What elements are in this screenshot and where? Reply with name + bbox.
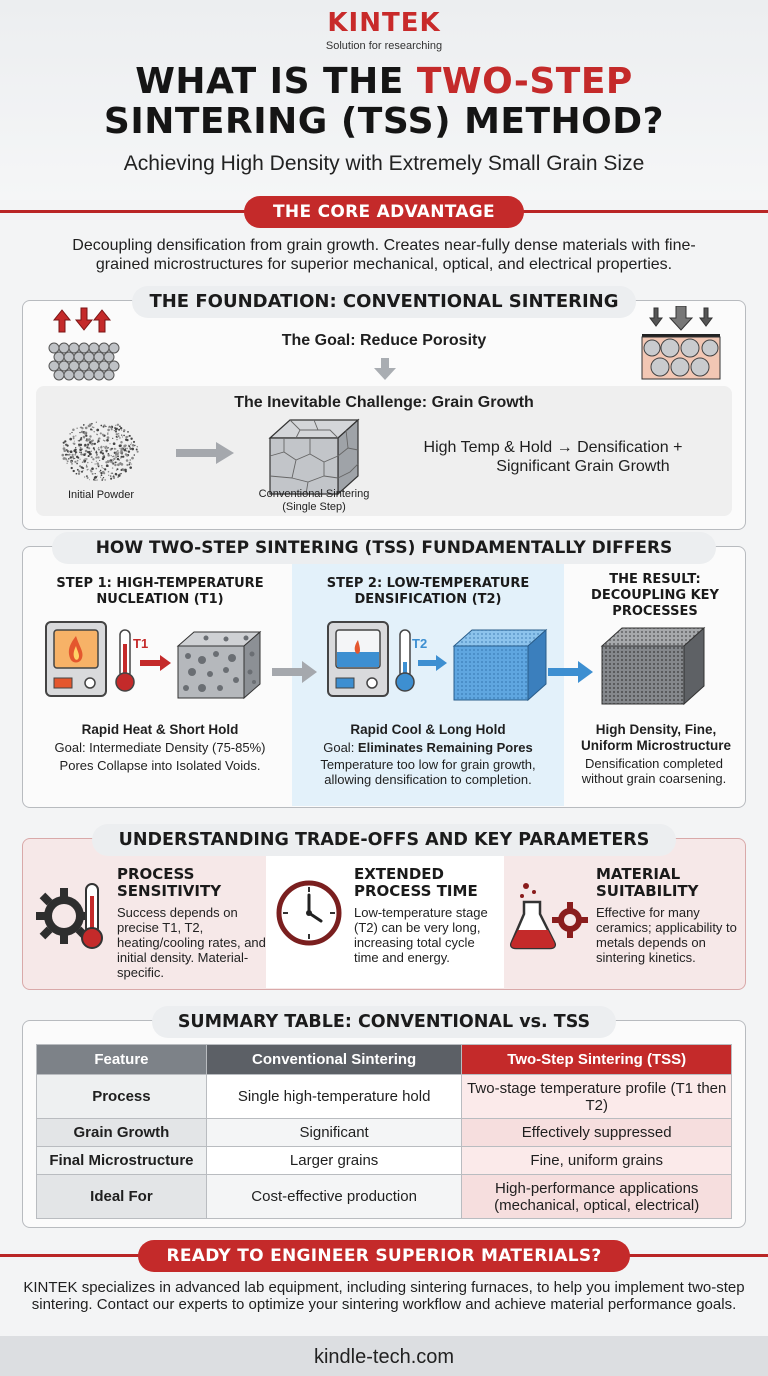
table-row [37,1075,732,1119]
footer-url[interactable]: kindle-tech.com [313,1346,455,1368]
conventional-sintering-label: Conventional Sintering (Single Step) [258,488,370,513]
t1-label: T1 [133,636,149,651]
initial-powder-icon [58,418,142,484]
table-cell: High-performance applications (mechanical, optical, electrical) [462,1175,732,1219]
table-cell: Fine, uniform grains [462,1147,732,1175]
furnace-cool-icon [326,620,390,698]
tradeoff-2-text: Low-temperature stage (T2) can be very long, increasing total cycle time and energy. [354,905,488,965]
foundation-result-line1: High Temp & Hold → Densification + [423,439,683,456]
step2-line1: Rapid Cool & Long Hold [350,722,506,737]
porous-cube-icon [176,630,262,700]
summary-table [36,1044,732,1219]
step2-line2-bold: Eliminates Remaining Pores [357,740,533,755]
cta-heading: READY TO ENGINEER SUPERIOR MATERIALS? [138,1240,630,1272]
step1-title: STEP 1: HIGH-TEMPERATURE NUCLEATION (T1) [56,576,264,607]
table-cell: Effectively suppressed [462,1119,732,1147]
title-prefix: WHAT IS THE [135,61,417,102]
title-line2: SINTERING (TSS) METHOD? [103,101,665,142]
page-title [0,62,768,142]
dense-blue-cube-icon [452,628,548,702]
step2-line2 [298,740,558,756]
table-cell: Two-stage temperature profile (T1 then T2) [462,1075,732,1119]
table-header-feature: Feature [37,1045,207,1075]
table-row [37,1147,732,1175]
result-title: THE RESULT: DECOUPLING KEY PROCESSES [591,572,719,619]
table-header-tss: Two-Step Sintering (TSS) [462,1045,732,1075]
step2-line3: Temperature too low for grain growth, allowing densification to completion. [320,757,536,787]
compaction-arrows-icon [44,306,124,382]
result-line1: High Density, Fine, Uniform Microstructure [580,722,732,753]
foundation-goal: The Goal: Reduce Porosity [281,332,487,349]
tradeoff-1-title: PROCESS SENSITIVITY [117,865,222,900]
tradeoff-2-title: EXTENDED PROCESS TIME [354,865,478,900]
table-cell: Cost-effective production [206,1175,462,1219]
fine-grain-cube-icon [600,626,706,706]
blue-result-arrow-icon [548,660,594,684]
initial-powder-label: Initial Powder [67,489,135,501]
table-row [37,1175,732,1219]
table-cell: Larger grains [206,1147,462,1175]
step1-line3: Pores Collapse into Isolated Voids. [59,758,261,773]
step1-line1: Rapid Heat & Short Hold [81,722,239,737]
tradeoff-3-title: MATERIAL SUITABILITY [596,865,699,900]
core-advantage-text: Decoupling densification from grain growth. Creates near-fully dense materials with fine-grained microstructures for superior mechanical, optical, and electrical properties. [72,237,696,273]
t2-label: T2 [412,636,428,651]
grain-cube-icon [266,416,362,496]
foundation-result-line2: Significant Grain Growth [496,458,670,475]
result-line2: Densification completed without grain coarsening. [581,756,727,786]
table-row [37,1119,732,1147]
brand-tagline: Solution for researching [325,40,443,52]
page-subtitle: Achieving High Density with Extremely Small Grain Size [123,152,645,175]
step2-title: STEP 2: LOW-TEMPERATURE DENSIFICATION (T2) [326,576,530,607]
header [0,0,768,200]
foundation-result [380,438,726,476]
compacted-grains-icon [640,306,722,382]
flask-gear-icon [510,880,590,952]
tss-heading: HOW TWO-STEP SINTERING (TSS) FUNDAMENTALLY DIFFERS [52,532,716,564]
blue-arrow-icon [418,654,448,672]
step2-line2-prefix: Goal: [323,740,358,755]
right-arrow-icon [176,440,236,466]
title-highlight: TWO-STEP [416,61,633,102]
gear-thermometer-icon [34,880,110,952]
core-advantage-heading: THE CORE ADVANTAGE [244,196,524,228]
red-arrow-icon [140,654,172,672]
table-header-row [37,1045,732,1075]
tradeoff-1-text: Success depends on precise T1, T2, heating/cooling rates, and initial density. Material-specific. [117,905,266,980]
table-cell: Ideal For [37,1175,207,1219]
summary-heading: SUMMARY TABLE: CONVENTIONAL vs. TSS [152,1006,616,1038]
down-arrow-icon [372,358,398,382]
table-cell: Final Microstructure [37,1147,207,1175]
table-header-conventional: Conventional Sintering [206,1045,462,1075]
gray-arrow-icon [272,660,318,684]
challenge-title: The Inevitable Challenge: Grain Growth [234,394,534,411]
table-cell: Process [37,1075,207,1119]
brand-logo: KINTEK [327,8,441,38]
foundation-heading: THE FOUNDATION: CONVENTIONAL SINTERING [132,286,636,318]
cta-text: KINTEK specializes in advanced lab equipment, including sintering furnaces, to help you implement two-step sintering. Contact our experts to optimize your sintering workflow and achieve material performance goals. [23,1279,745,1313]
table-cell: Significant [206,1119,462,1147]
furnace-hot-icon [44,620,108,698]
clock-icon [276,880,342,946]
tradeoffs-heading: UNDERSTANDING TRADE-OFFS AND KEY PARAMETERS [92,824,676,856]
table-cell: Single high-temperature hold [206,1075,462,1119]
step1-line2: Goal: Intermediate Density (75-85%) [54,740,266,755]
table-cell: Grain Growth [37,1119,207,1147]
tradeoff-3-text: Effective for many ceramics; applicability to metals depends on sintering kinetics. [596,905,737,965]
